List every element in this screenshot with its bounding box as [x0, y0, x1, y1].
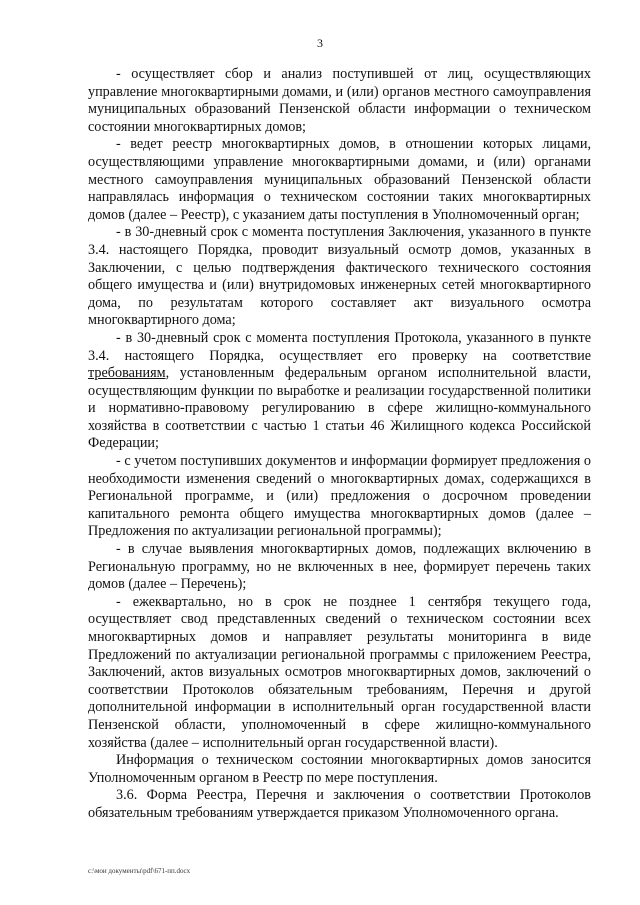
paragraph-quarterly: - ежеквартально, но в срок не позднее 1 сентября текущего года, осуществляет свод представленных сведений о техническом состоянии всех многоквартирных домов и направляет результаты мониторинга в виде Предложений по актуализации региональной программы с приложением Реестра, Заключений, актов визуальных осмотров многоквартирных домов, заключений о соответствии Протоколов обязательным требованиям, Перечня и другой дополнительной информации в исполнительный орган государственной власти Пензенской области, уполномоченный в сфере жилищно-коммунального хозяйства (далее – исполнительный орган государственной власти). — [88, 593, 591, 751]
page-number: 3 — [317, 36, 323, 50]
document-body — [88, 66, 591, 823]
paragraph-list: - в случае выявления многоквартирных домов, подлежащих включению в Региональную программу, но не включенных в нее, формирует перечень таких домов (далее – Перечень); — [88, 541, 591, 593]
paragraph-registry: - ведет реестр многоквартирных домов, в отношении которых лицами, осуществляющими управление многоквартирными домами, и (или) органами местного самоуправления муниципальных образований Пензенской области направлялась информация о техническом состоянии таких многоквартирных домов (далее – Реестр), с указанием даты поступления в Уполномоченный орган; — [88, 136, 591, 223]
paragraph-visual-inspection: - в 30-дневный срок с момента поступления Заключения, указанного в пункте 3.4. настоящего Порядка, проводит визуальный осмотр домов, указанных в Заключении, с целью подтверждения фактического технического состояния общего имущества и (или) внутридомовых инженерных сетей многоквартирного дома, по результатам которого составляет акт визуального осмотра многоквартирного дома; — [88, 224, 591, 329]
paragraph-registry-entry: Информация о техническом состоянии многоквартирных домов заносится Уполномоченным органом в Реестр по мере поступления. — [88, 752, 591, 786]
paragraph-proposals: - с учетом поступивших документов и информации формирует предложения о необходимости изменения сведений о многоквартирных домах, содержащихся в Региональной программе, и (или) предложения о досрочном проведении капитального ремонта общего имущества многоквартирных домов (далее – Предложения по актуализации региональной программы); — [88, 453, 591, 540]
footer-file-path: c:\мои документы\pdf\671-пп.docx — [88, 867, 191, 875]
paragraph-protocol-check — [88, 330, 591, 453]
paragraph-collect-info: - осуществляет сбор и анализ поступившей от лиц, осуществляющих управление многоквартирными домами, и (или) органов местного самоуправления муниципальных образований Пензенской области информации о техническом состоянии многоквартирных домов; — [88, 66, 591, 135]
underlined-requirements: требованиям — [88, 365, 166, 382]
paragraph-section-3-6: 3.6. Форма Реестра, Перечня и заключения о соответствии Протоколов обязательным требованиям утверждается приказом Уполномоченного органа. — [88, 787, 591, 821]
protocol-check-text-start: - в 30-дневный срок с момента поступления Протокола, указанного в пункте 3.4. настоящего Порядка, осуществляет его проверку на соответствие — [88, 329, 591, 364]
protocol-check-text-end: , установленным федеральным органом исполнительной власти, осуществляющим функции по выработке и реализации государственной политики и нормативно-правовому регулированию в сфере жилищно-коммунального хозяйства в соответствии с частью 1 статьи 46 Жилищного кодекса Российской Федерации; — [88, 365, 591, 452]
